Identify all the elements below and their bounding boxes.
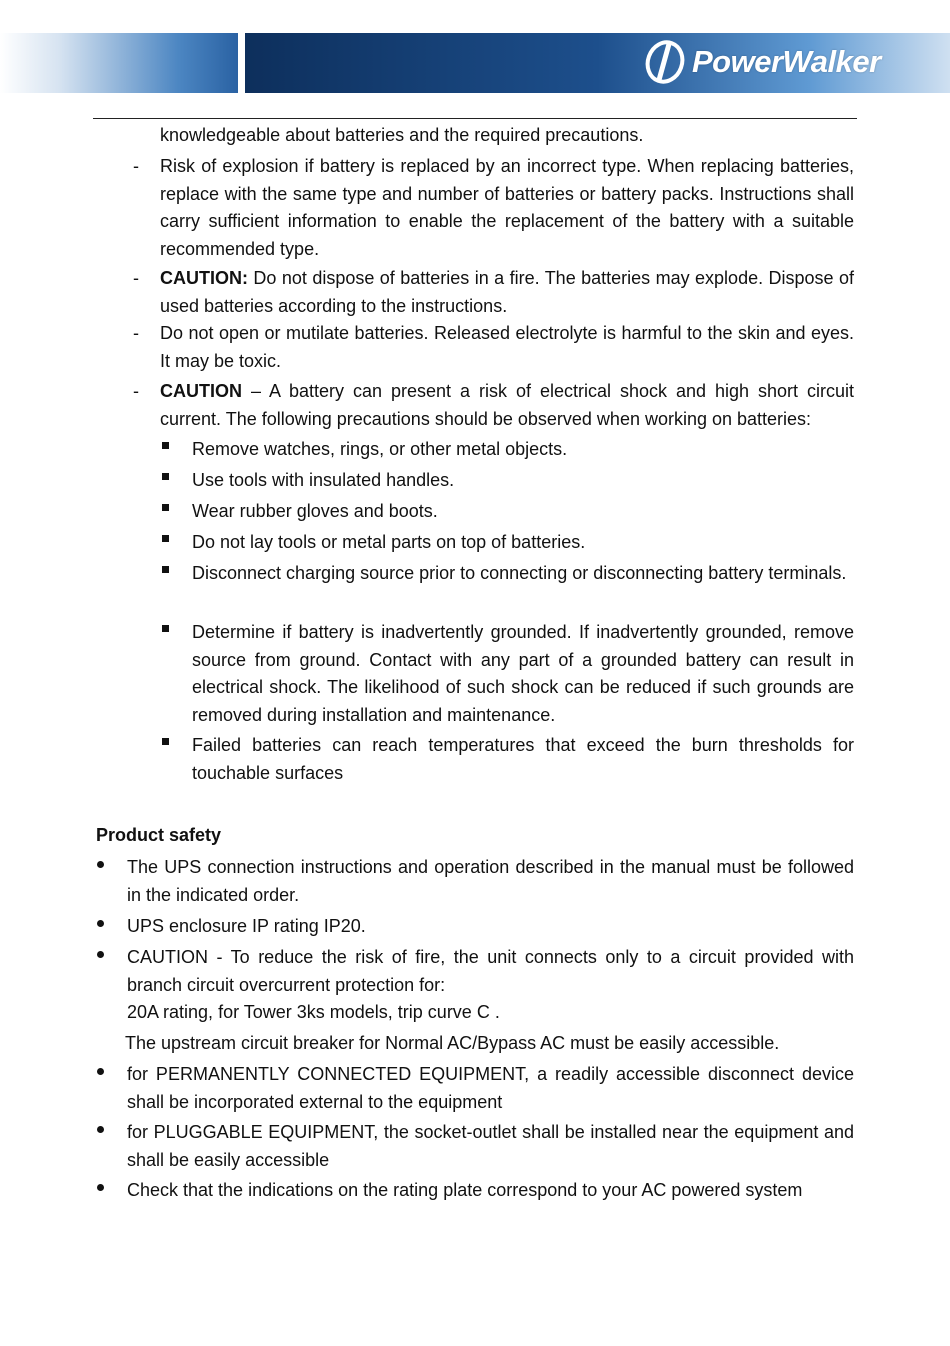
precaution-item: Determine if battery is inadvertently grounded. If inadvertently grounded, remove source from ground. Contact with any part of a grounded battery can result in electrical shock. The likelihood of such shock can be reduced if such grounds are removed during installation and maintenance. bbox=[192, 622, 854, 725]
precaution-item: Disconnect charging source prior to connecting or disconnecting battery terminals. bbox=[192, 563, 847, 583]
round-bullet-icon bbox=[97, 1126, 104, 1133]
square-bullet-icon bbox=[162, 566, 169, 573]
precaution-item: Use tools with insulated handles. bbox=[192, 470, 455, 490]
precaution-item: Remove watches, rings, or other metal objects. bbox=[192, 439, 568, 459]
square-bullet-icon bbox=[162, 625, 169, 632]
dash-item-fire-caution bbox=[160, 265, 854, 320]
dash-marker: - bbox=[133, 156, 139, 176]
caution-text: Do not dispose of batteries in a fire. The batteries may explode. Dispose of used batteries according to the instructions. bbox=[160, 268, 854, 316]
dash-item-electrolyte: Do not open or mutilate batteries. Released electrolyte is harmful to the skin and eyes. It may be toxic. bbox=[160, 323, 854, 371]
continued-text: knowledgeable about batteries and the required precautions. bbox=[160, 125, 644, 145]
safety-item: for PLUGGABLE EQUIPMENT, the socket-outlet shall be installed near the equipment and shall be easily accessible bbox=[127, 1122, 854, 1170]
round-bullet-icon bbox=[97, 861, 104, 868]
powerwalker-logo bbox=[642, 39, 942, 85]
square-bullet-icon bbox=[162, 504, 169, 511]
safety-item: Check that the indications on the rating plate correspond to your AC powered system bbox=[127, 1180, 803, 1200]
rating-line: 20A rating, for Tower 3ks models, trip curve C . bbox=[127, 1002, 500, 1022]
dash-marker: - bbox=[133, 268, 139, 288]
caution-label: CAUTION bbox=[160, 381, 242, 401]
precaution-item: Failed batteries can reach temperatures that exceed the burn thresholds for touchable surfaces bbox=[192, 735, 854, 783]
round-bullet-icon bbox=[97, 920, 104, 927]
banner-divider bbox=[238, 33, 245, 93]
dash-marker: - bbox=[133, 323, 139, 343]
header-rule bbox=[93, 118, 857, 119]
power-logo-icon bbox=[642, 39, 688, 85]
safety-item: for PERMANENTLY CONNECTED EQUIPMENT, a readily accessible disconnect device shall be incorporated external to the equipment bbox=[127, 1064, 854, 1112]
dash-item-shock-caution bbox=[160, 378, 854, 433]
round-bullet-icon bbox=[97, 1068, 104, 1075]
safety-item: The UPS connection instructions and operation described in the manual must be followed in the indicated order. bbox=[127, 857, 854, 905]
square-bullet-icon bbox=[162, 535, 169, 542]
precaution-item: Wear rubber gloves and boots. bbox=[192, 501, 438, 521]
round-bullet-icon bbox=[97, 951, 104, 958]
dash-marker: - bbox=[133, 381, 139, 401]
square-bullet-icon bbox=[162, 473, 169, 480]
square-bullet-icon bbox=[162, 442, 169, 449]
precaution-item: Do not lay tools or metal parts on top of batteries. bbox=[192, 532, 586, 552]
breaker-line: The upstream circuit breaker for Normal AC/Bypass AC must be easily accessible. bbox=[125, 1033, 780, 1053]
section-heading: Product safety bbox=[96, 825, 222, 845]
safety-item: CAUTION - To reduce the risk of fire, the unit connects only to a circuit provided with branch circuit overcurrent protection for: bbox=[127, 947, 854, 995]
square-bullet-icon bbox=[162, 738, 169, 745]
brand-name: PowerWalker bbox=[692, 44, 881, 79]
caution-label: CAUTION: bbox=[160, 268, 248, 288]
caution-text: – A battery can present a risk of electrical shock and high short circuit current. The following precautions should be observed when working on batteries: bbox=[160, 381, 854, 429]
safety-item: UPS enclosure IP rating IP20. bbox=[127, 916, 366, 936]
round-bullet-icon bbox=[97, 1184, 104, 1191]
dash-item-explosion: Risk of explosion if battery is replaced by an incorrect type. When replacing batteries, replace with the same type and number of batteries or battery packs. Instructions shall carry sufficient information to enable the replacement of the battery with a suitable recommended type. bbox=[160, 156, 854, 259]
banner-left-segment bbox=[0, 33, 238, 93]
